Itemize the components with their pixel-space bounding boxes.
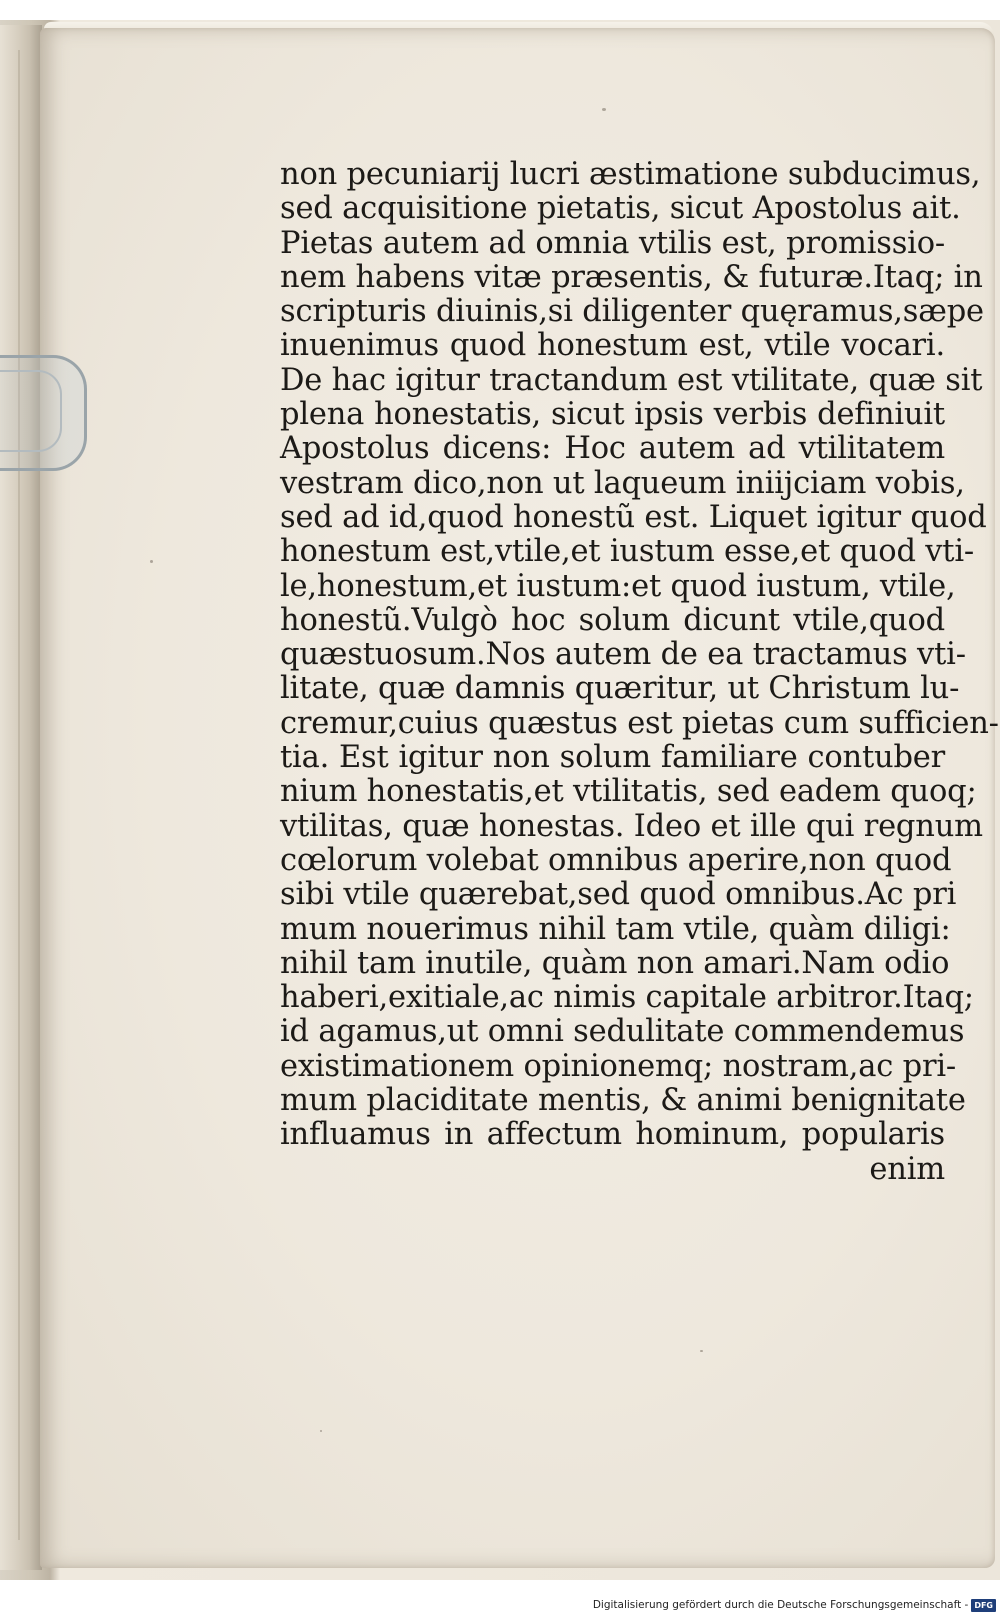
credit-text: Digitalisierung gefördert durch die Deutsche Forschungsgemeinschaft - xyxy=(592,1599,969,1611)
text-line: sed acquisitione pietatis, sicut Apostolus ait. xyxy=(280,191,961,227)
paper-speck xyxy=(700,1350,703,1352)
text-line: mum nouerimus nihil tam vtile, quàm diligi: xyxy=(280,911,951,947)
text-line: quæstuosum.Nos autem de ea tractamus vti- xyxy=(280,637,966,673)
text-line: honestũ.Vulgò hoc solum dicunt vtile,quod xyxy=(280,602,945,638)
page-clip-inner xyxy=(0,370,62,452)
text-line: sibi vtile quærebat,sed quod omnibus.Ac pri xyxy=(280,877,957,913)
text-line: nihil tam inutile, quàm non amari.Nam odio xyxy=(280,945,950,981)
paper-speck xyxy=(602,108,606,111)
text-line: non pecuniarij lucri æstimatione subducimus, xyxy=(280,157,981,192)
text-line: existimationem opinionemq; nostram,ac pri- xyxy=(280,1048,956,1084)
digitization-credit xyxy=(593,1598,996,1612)
text-line: Apostolus dicens: Hoc autem ad vtilitatem xyxy=(280,431,945,467)
text-line: De hac igitur tractandum est vtilitate, quæ sit xyxy=(280,362,983,398)
text-line: nem habens vitæ præsentis, & futuræ.Itaq; in xyxy=(280,259,983,295)
catchword: enim xyxy=(869,1151,945,1187)
paper-speck xyxy=(150,560,153,563)
text-line: vestram dico,non ut laqueum iniijciam vobis, xyxy=(280,465,965,501)
dfg-logo: DFG xyxy=(971,1599,996,1612)
text-line: cremur,cuius quæstus est pietas cum sufficien- xyxy=(280,705,999,741)
text-line: le,honestum,et iustum:et quod iustum, vtile, xyxy=(280,568,956,604)
paper-speck xyxy=(320,1430,322,1432)
text-line: inuenimus quod honestum est, vtile vocari. xyxy=(280,328,945,364)
facing-page-edge xyxy=(0,25,42,1570)
text-line: sed ad id,quod honestũ est. Liquet igitur quod xyxy=(280,499,987,535)
text-line: honestum est,vtile,et iustum esse,et quod vti- xyxy=(280,534,975,570)
text-line: vtilitas, quæ honestas. Ideo et ille qui regnum xyxy=(280,808,983,844)
text-line: mum placiditate mentis, & animi benignitate xyxy=(280,1083,966,1119)
text-line: id agamus,ut omni sedulitate commendemus xyxy=(280,1014,965,1050)
text-line: influamus in affectum hominum, popularis xyxy=(280,1117,945,1153)
text-line: plena honestatis, sicut ipsis verbis definiuit xyxy=(280,397,945,433)
text-line: tia. Est igitur non solum familiare contuber xyxy=(280,740,945,776)
text-line: nium honestatis,et vtilitatis, sed eadem quoq; xyxy=(280,774,977,810)
text-line: cœlorum volebat omnibus aperire,non quod xyxy=(280,842,952,878)
page-gutter-line xyxy=(18,50,20,1540)
text-line: scripturis diuinis,si diligenter quęramus,sæpe xyxy=(280,294,984,330)
text-line: haberi,exitiale,ac nimis capitale arbitror.Itaq; xyxy=(280,980,974,1016)
latin-text-block xyxy=(280,157,999,1187)
text-line: Pietas autem ad omnia vtilis est, promissio- xyxy=(280,225,945,261)
text-line: litate, quæ damnis quæritur, ut Christum lu- xyxy=(280,671,960,707)
